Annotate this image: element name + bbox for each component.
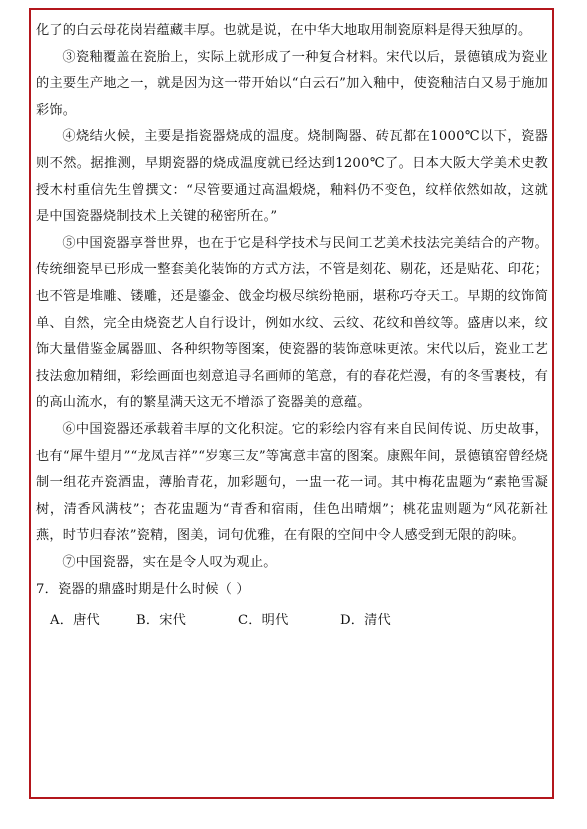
option-c: C．明代: [238, 613, 289, 629]
paragraph-7-conclusion: ⑦中国瓷器，实在是令人叹为观止。: [62, 554, 277, 570]
option-b: B．宋代: [136, 613, 187, 629]
paragraph-3-glaze: ③瓷釉覆盖在瓷胎上，实际上就形成了一种复合材料。宋代以后，景德镇成为瓷业的主要生产地之一，就是因为这一带开始以“白云石”加入釉中，使瓷釉洁白又易于施加彩饰。: [36, 49, 548, 118]
paragraph-5-decoration: ⑤中国瓷器享誉世界，也在于它是科学技术与民间工艺美术技法完美结合的产物。传统细瓷早已形成一整套美化装饰的方式方法，不管是刻花、剔花，还是贴花、印花；也不管是堆雕、镂雕，还是鎏金、戗金均极尽缤纷艳丽，堪称巧夺天工。早期的纹饰简单、自然，完全由烧瓷艺人自行设计，例如水纹、云纹、花纹和兽纹等。盛唐以来，纹饰大量借鉴金属器皿、各种织物等图案，使瓷器的装饰意味更浓。宋代以后，瓷业工艺技法愈加精细，彩绘画面也刻意追寻名画师的笔意，有的春花烂漫，有的冬雪裹枝，有的高山流水，有的繁星满天这无不增添了瓷器美的意蕴。: [36, 235, 548, 411]
question-7-prompt: 7．瓷器的鼎盛时期是什么时候（ ）: [36, 582, 250, 598]
paragraph-6-culture: ⑥中国瓷器还承载着丰厚的文化积淀。它的彩绘内容有来自民间传说、历史故事，也有“犀牛望月”“龙凤吉祥”“岁寒三友”等寓意丰富的图案。康熙年间，景德镇窑曾经烧制一组花卉瓷酒盅，薄胎青花，加彩题句，一盅一花一词。其中梅花盅题为“素艳雪凝树，清香风满枝”；杏花盅题为“青香和宿雨，佳色出晴烟”；桃花盅则题为“风花新社燕，时节归春浓”瓷精，图美，词句优雅，在有限的空间中令人感受到无限的韵味。: [36, 421, 548, 544]
paragraph-4-firing: ④烧结火候，主要是指瓷器烧成的温度。烧制陶器、砖瓦都在1000℃以下，瓷器则不然。据推测，早期瓷器的烧成温度就已经达到1200℃了。日本大阪大学美术史教授木村重信先生曾撰文：“尽管要通过高温煅烧，釉料仍不变色，纹样依然如故，这就是中国瓷器烧制技术上关键的秘密所在。”: [36, 129, 548, 225]
question-7-options: [36, 604, 548, 638]
document-body: [36, 18, 548, 638]
paragraph-continued: 化了的白云母花岗岩蕴藏丰厚。也就是说，在中华大地取用制瓷原料是得天独厚的。: [36, 23, 532, 38]
option-a: A．唐代: [50, 613, 100, 629]
option-d: D．清代: [340, 613, 391, 629]
